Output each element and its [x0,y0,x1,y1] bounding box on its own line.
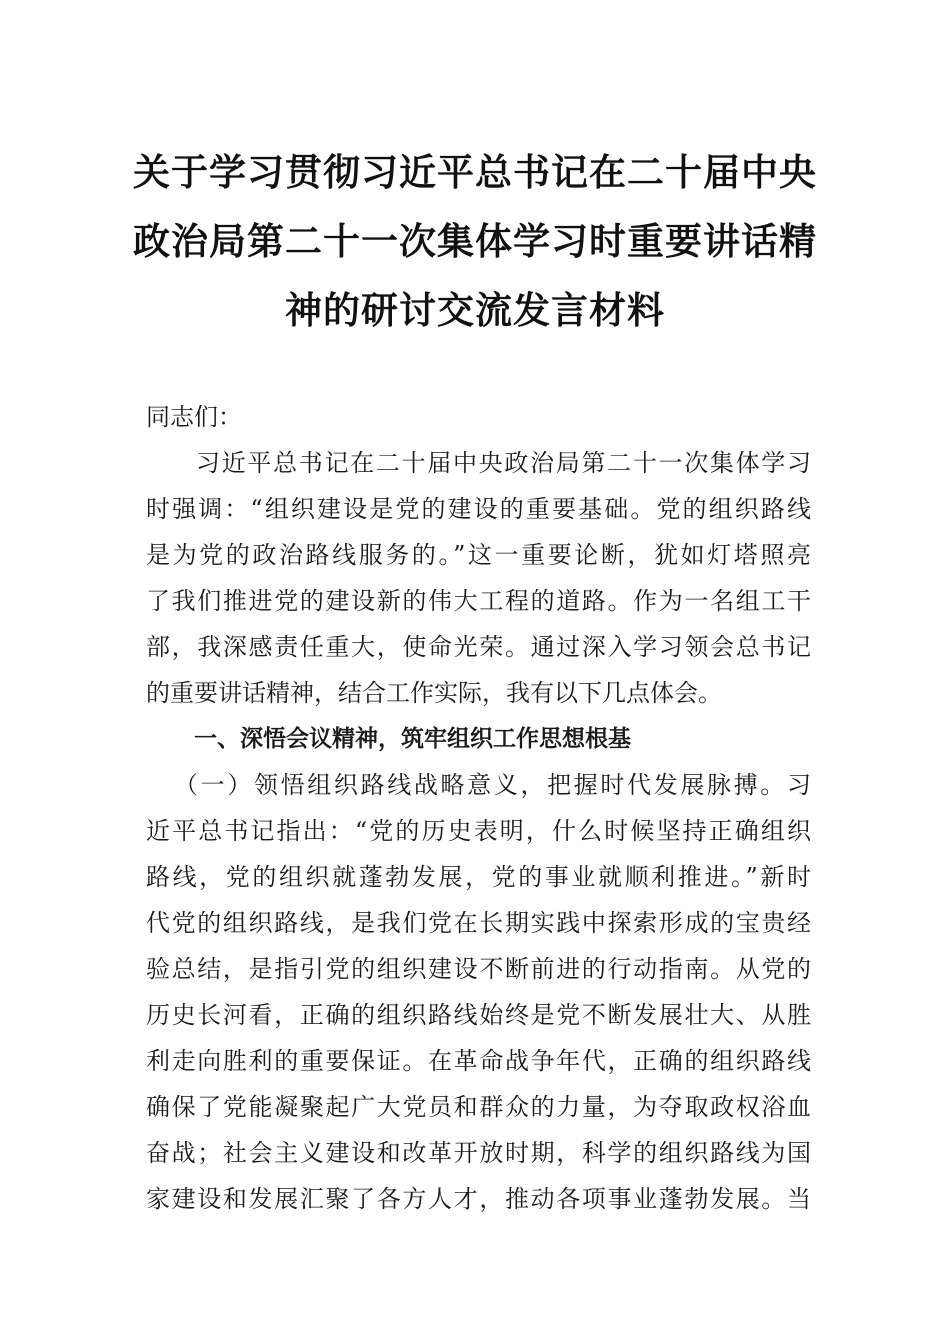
intro-line: 时强调：“组织建设是党的建设的重要基础。党的组织路线 [146,495,811,523]
title-line-3: 神的研讨交流发言材料 [285,288,665,332]
subsection-line: 近平总书记指出：“党的历史表明，什么时候坚持正确组织 [146,817,811,845]
section-heading: 一、深悟会议精神，筑牢组织工作思想根基 [194,726,631,752]
subsection-line: 代党的组织路线，是我们党在长期实践中探索形成的宝贵经 [146,909,811,937]
document-body [146,394,811,1222]
title-line-2: 政治局第二十一次集体学习时重要讲话精 [133,219,817,263]
intro-paragraph [146,440,811,716]
subsection-line: 家建设和发展汇聚了各方人才，推动各项事业蓬勃发展。当 [146,1185,811,1213]
subsection-line: 确保了党能凝聚起广大党员和群众的力量，为夺取政权浴血 [146,1093,811,1121]
intro-line: 习近平总书记在二十届中央政治局第二十一次集体学习 [196,449,811,477]
salutation: 同志们： [146,403,242,431]
title-line-1: 关于学习贯彻习近平总书记在二十届中央 [133,150,817,194]
subsection-line: 验总结，是指引党的组织建设不断前进的行动指南。从党的 [146,955,811,983]
intro-line: 的重要讲话精神，结合工作实际，我有以下几点体会。 [146,679,722,707]
intro-line: 了我们推进党的建设新的伟大工程的道路。作为一名组工干 [146,587,811,615]
subsection-line: （一）领悟组织路线战略意义，把握时代发展脉搏。习 [174,771,811,799]
subsection-line: 历史长河看，正确的组织路线始终是党不断发展壮大、从胜 [146,1001,811,1029]
intro-line: 是为党的政治路线服务的。”这一重要论断，犹如灯塔照亮 [146,541,811,569]
subsection-line: 路线，党的组织就蓬勃发展，党的事业就顺利推进。”新时 [146,863,811,891]
subsection-line: 奋战；社会主义建设和改革开放时期，科学的组织路线为国 [146,1139,811,1167]
document-title [120,138,830,345]
subsection-paragraph [146,762,811,1222]
intro-line: 部，我深感责任重大，使命光荣。通过深入学习领会总书记 [146,633,811,661]
subsection-line: 利走向胜利的重要保证。在革命战争年代，正确的组织路线 [146,1047,811,1075]
